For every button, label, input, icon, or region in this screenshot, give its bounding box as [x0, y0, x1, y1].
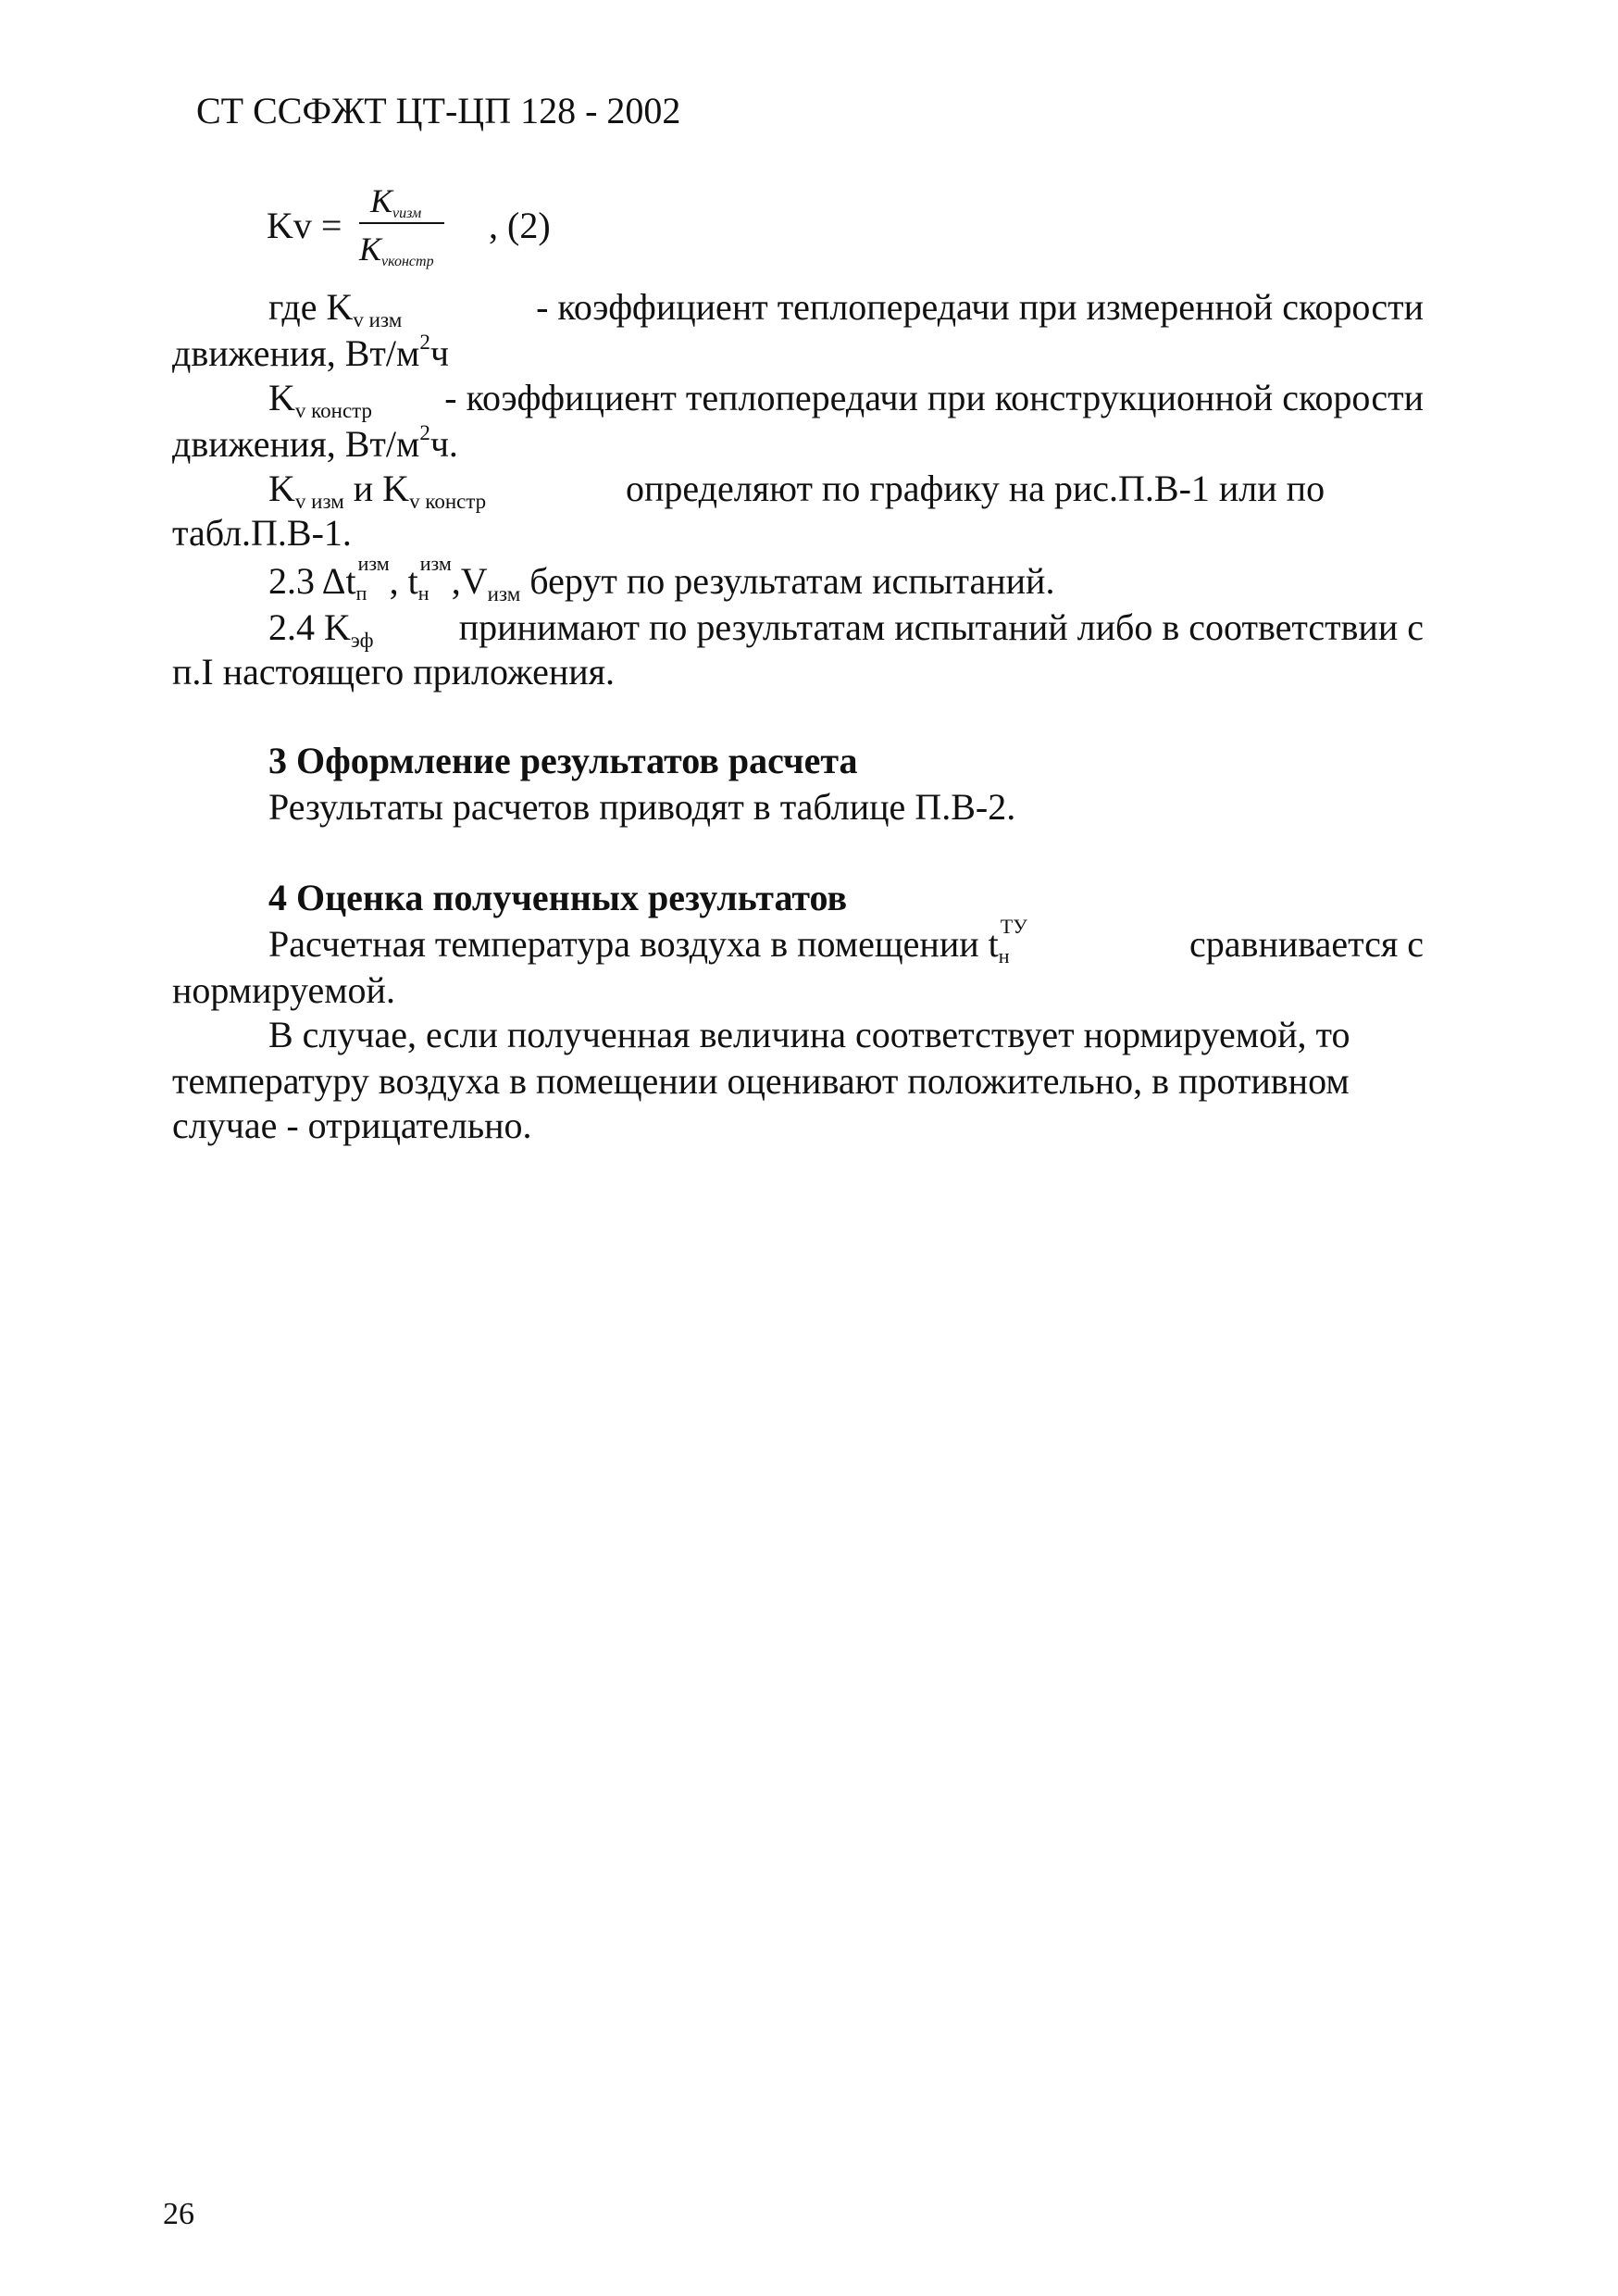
section-4-title: 4 Оценка полученных результатов	[268, 877, 848, 918]
section-4-p2-line1: В случае, если полученная величина соответствует нормируемой, то	[268, 1014, 1350, 1055]
definition-determine-k-part2: определяют по графику на рис.П.В-1 или по	[626, 468, 1326, 509]
definition-k-konstr-line2: движения, $Вт/м^2ч$.	[172, 421, 458, 465]
section-4-p2-line3: случае - отрицательно.	[172, 1104, 532, 1146]
section-3-title: 3 Оформление результатов расчета	[268, 740, 858, 781]
section-4-p1-line1: Расчетная температура воздуха в помещении t ТУ н сравнивается с	[268, 915, 1424, 967]
fraction-bar	[359, 222, 444, 224]
definition-k-konstr-line1: $K_{v констр}$ - коэффициент теплопередачи при конструкционной скорости	[268, 377, 1424, 422]
definition-k-izm-line1: где $K_{v изм}$ - коэффициент теплопередачи при измеренной скорости	[268, 286, 1424, 331]
definition-determine-k-part1: $K_{v изм}$ и $K_{v констр}$	[268, 468, 487, 513]
paragraph-2-3: 2.3 Δt изм п , t изм н $,V_{изм}$ берут по результатам испытаний.	[268, 552, 1055, 605]
paragraph-2-4-line2: п.I настоящего приложения.	[172, 651, 616, 693]
section-4-p1-line2: нормируемой.	[172, 969, 395, 1011]
page-number: 26	[163, 2197, 194, 2231]
formula-label: , (2)	[489, 205, 551, 246]
section-3-text: Результаты расчетов приводят в таблице П.В-2.	[268, 786, 1016, 828]
definition-determine-k-line2: табл.П.В-1.	[172, 512, 352, 554]
definition-k-izm-line2: движения, $Вт/м^2ч$	[172, 331, 449, 374]
formula-2	[267, 181, 563, 283]
section-4-p2-line2: температуру воздуха в помещении оценивают положительно, в противном	[172, 1060, 1350, 1102]
formula-numerator: $K_{vизм}$	[370, 182, 422, 221]
paragraph-2-4-line1: 2.4 $K_{эф}$ принимают по результатам испытаний либо в соответствии с	[268, 606, 1424, 652]
document-header: СТ ССФЖТ ЦТ-ЦП 128 - 2002	[196, 90, 681, 131]
formula-denominator: $K_{vконстр}$	[359, 231, 434, 269]
formula-lhs: Kv =	[267, 205, 342, 246]
